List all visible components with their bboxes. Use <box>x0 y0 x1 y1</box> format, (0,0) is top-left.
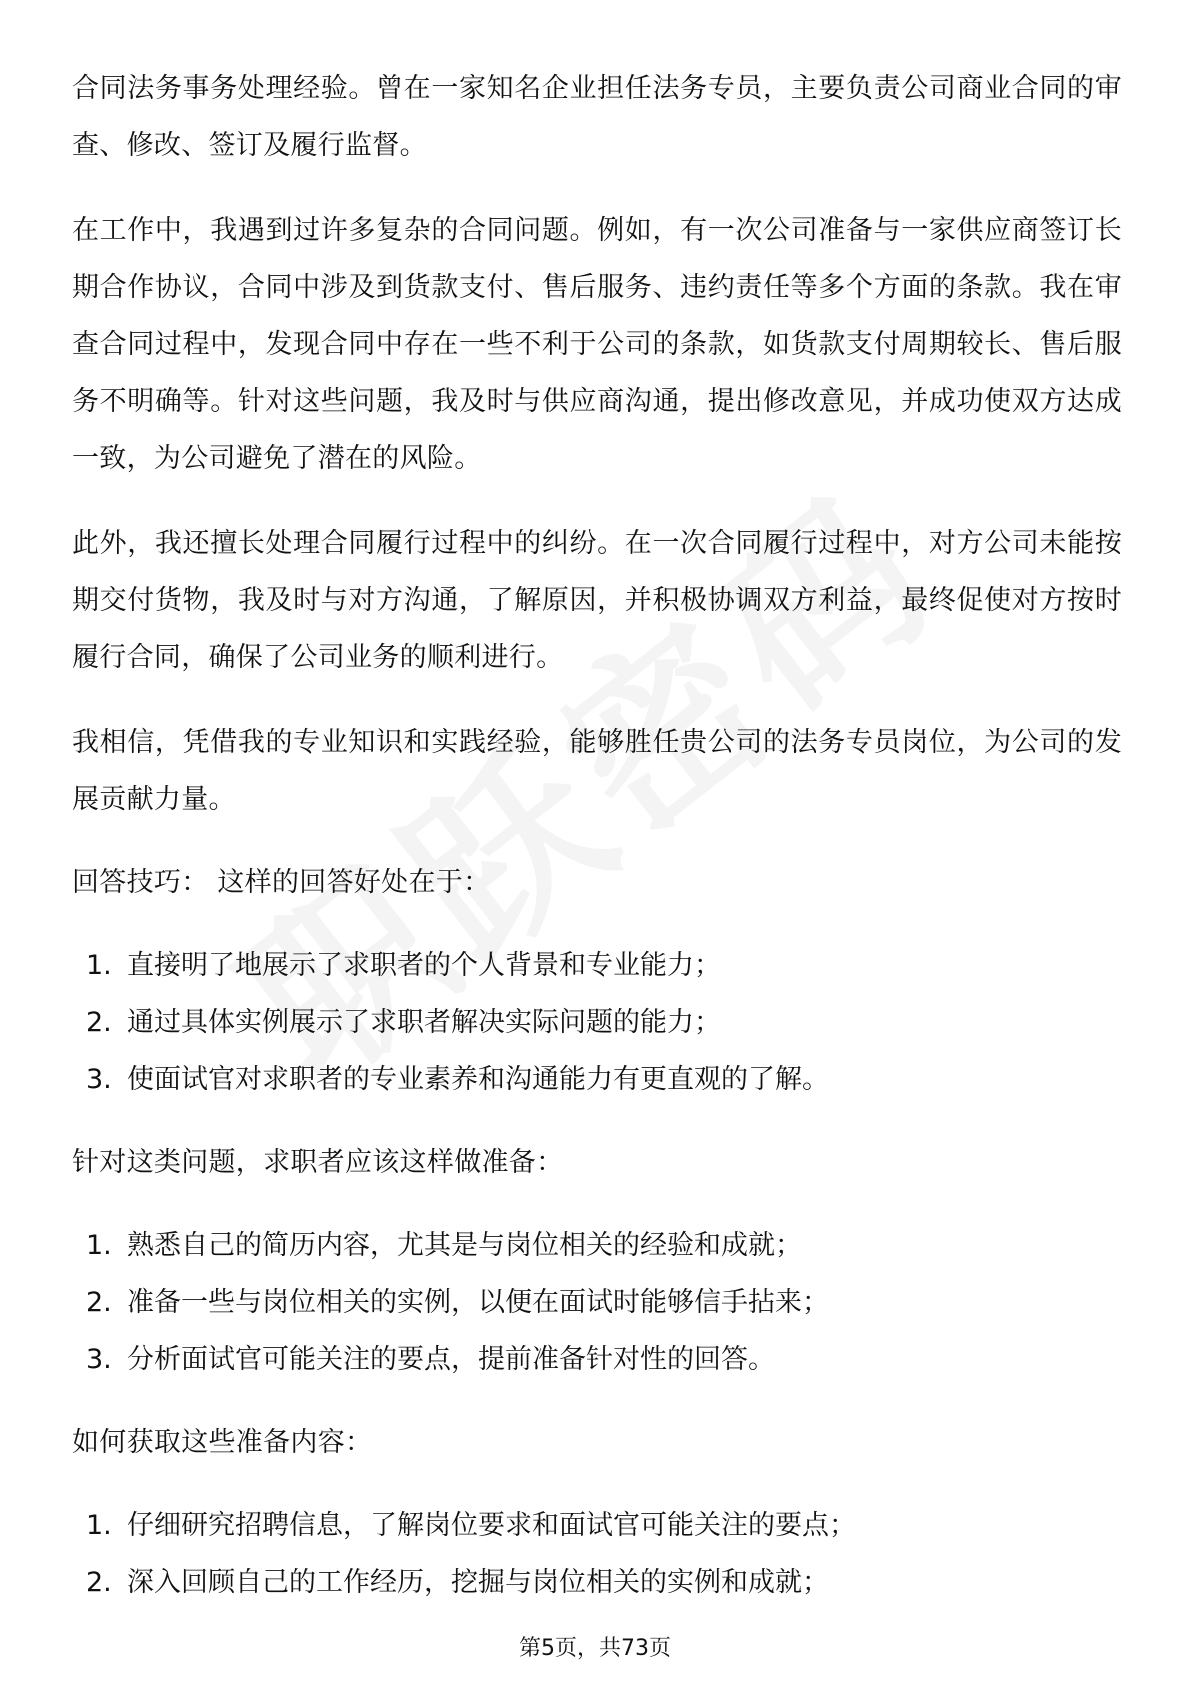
prepare-list <box>72 1217 1122 1388</box>
list-item <box>72 1274 1122 1331</box>
list-text: 通过具体实例展示了求职者解决实际问题的能力； <box>127 1007 721 1038</box>
prepare-heading: 针对这类问题，求职者应该这样做准备： <box>72 1147 564 1178</box>
list-item <box>72 1217 1122 1274</box>
paragraph-conclusion: 我相信，凭借我的专业知识和实践经验，能够胜任贵公司的法务专员岗位，为公司的发展贡献力量。 <box>72 727 1122 815</box>
tips-heading: 回答技巧： 这样的回答好处在于： <box>72 867 491 898</box>
list-number: 2. <box>86 1287 112 1318</box>
list-number: 1. <box>86 1510 112 1541</box>
list-text: 深入回顾自己的工作经历，挖掘与岗位相关的实例和成就； <box>127 1567 829 1598</box>
list-item <box>72 1497 1122 1554</box>
list-text: 熟悉自己的简历内容，尤其是与岗位相关的经验和成就； <box>127 1230 802 1261</box>
list-text: 使面试官对求职者的专业素养和沟通能力有更直观的了解。 <box>127 1064 829 1095</box>
document-body <box>72 60 1122 1611</box>
tips-list <box>72 937 1122 1108</box>
list-number: 2. <box>86 1007 112 1038</box>
list-item <box>72 1554 1122 1611</box>
page-number: 第5页，共73页 <box>519 1636 671 1661</box>
list-text: 直接明了地展示了求职者的个人背景和专业能力； <box>127 950 721 981</box>
list-number: 1. <box>86 1230 112 1261</box>
paragraph-dispute-handling: 此外，我还擅长处理合同履行过程中的纠纷。在一次合同履行过程中，对方公司未能按期交付货物，我及时与对方沟通，了解原因，并积极协调双方利益，最终促使对方按时履行合同，确保了公司业务的顺利进行。 <box>72 528 1122 673</box>
obtain-list <box>72 1497 1122 1611</box>
list-number: 1. <box>86 950 112 981</box>
list-number: 3. <box>86 1064 112 1095</box>
paragraph-experience: 合同法务事务处理经验。曾在一家知名企业担任法务专员，主要负责公司商业合同的审查、修改、签订及履行监督。 <box>72 73 1122 161</box>
list-item <box>72 1051 1122 1108</box>
obtain-heading: 如何获取这些准备内容： <box>72 1427 373 1458</box>
list-text: 准备一些与岗位相关的实例，以便在面试时能够信手拈来； <box>127 1287 829 1318</box>
paragraph-contract-review: 在工作中，我遇到过许多复杂的合同问题。例如，有一次公司准备与一家供应商签订长期合作协议，合同中涉及到货款支付、售后服务、违约责任等多个方面的条款。我在审查合同过程中，发现合同中存在一些不利于公司的条款，如货款支付周期较长、售后服务不明确等。针对这些问题，我及时与供应商沟通，提出修改意见，并成功使双方达成一致，为公司避免了潜在的风险。 <box>72 215 1122 474</box>
list-item <box>72 994 1122 1051</box>
list-number: 3. <box>86 1344 112 1375</box>
list-text: 分析面试官可能关注的要点，提前准备针对性的回答。 <box>127 1344 775 1375</box>
list-number: 2. <box>86 1567 112 1598</box>
list-item <box>72 1331 1122 1388</box>
list-text: 仔细研究招聘信息，了解岗位要求和面试官可能关注的要点； <box>127 1510 856 1541</box>
list-item <box>72 937 1122 994</box>
